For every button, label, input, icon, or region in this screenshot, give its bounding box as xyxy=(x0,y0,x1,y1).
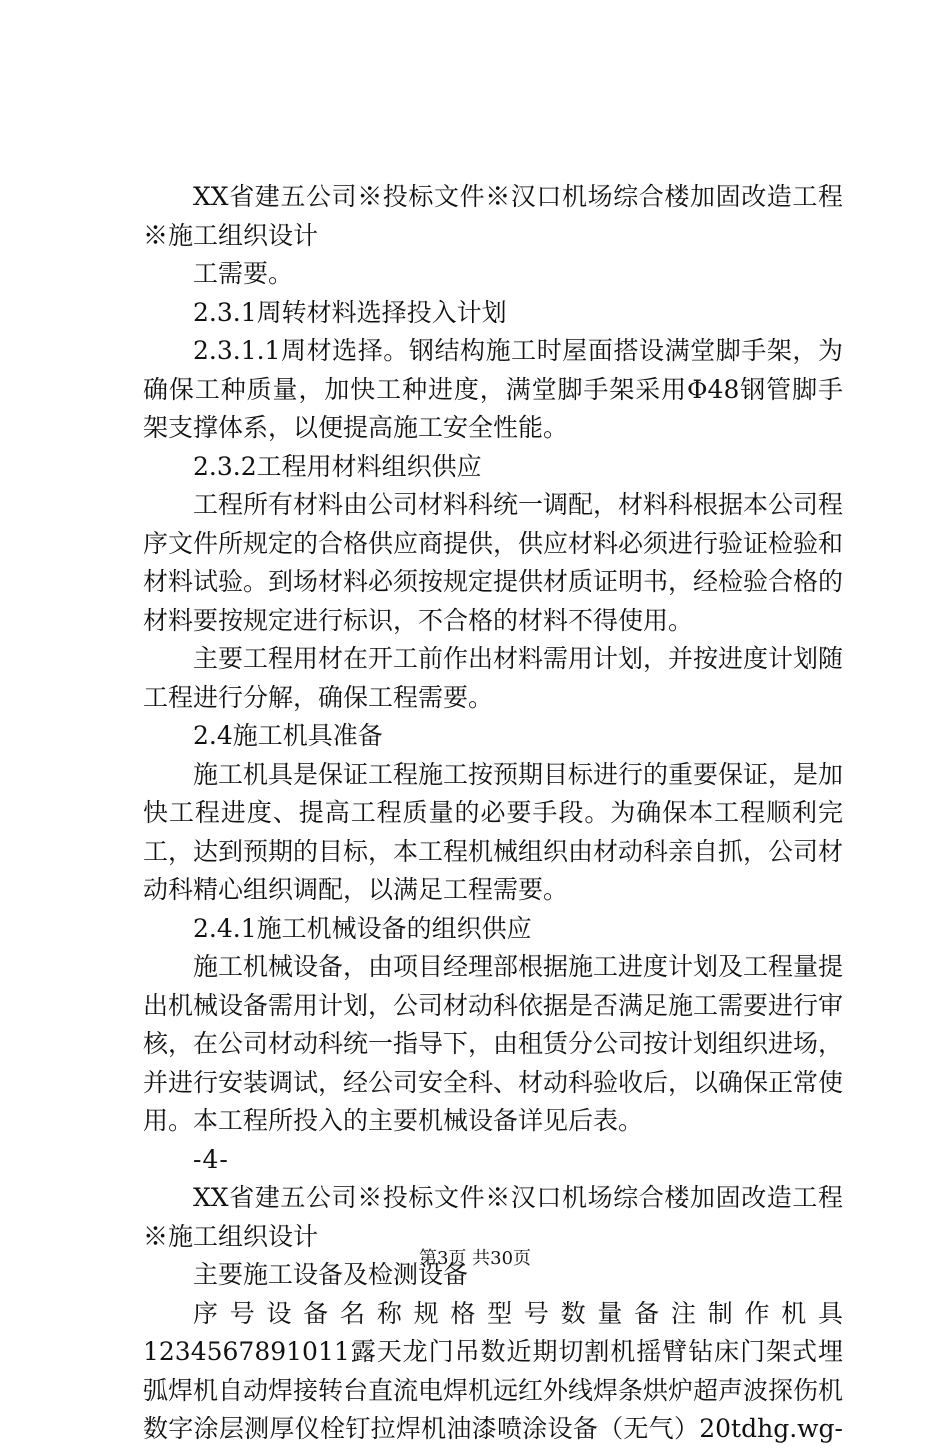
section-heading: 主要施工设备及检测设备 xyxy=(193,1260,469,1289)
paragraph: 施工机械设备，由项目经理部根据施工进度计划及工程量提出机械设备需用计划，公司材动科依据是否满足施工需要进行审核，在公司材动科统一指导下，由租赁分公司按计划组织进场，并进行安装调试，经公司安全科、材动科验收后，以确保正常使用。本工程所投入的主要机械设备详见后表。 xyxy=(143,952,844,1135)
inline-page-number: -4- xyxy=(193,1144,229,1174)
paragraph: 工需要。 xyxy=(193,259,294,288)
section-heading: 2.4施工机具准备 xyxy=(193,721,383,750)
equipment-table-text: 序号设备名称规格型号数量备注制作机具1234567891011露天龙门吊数近期切割机摇臂钻床门架式埋弧焊机自动焊接转台直流电焊机远红外线焊条烘炉超声波探伤机数字涂层测厚仪栓钉拉焊机油漆喷涂设备（无气）20tdhg.wg- xyxy=(143,1298,844,1443)
paragraph: 工程所有材料由公司材料科统一调配，材料科根据本公司程序文件所规定的合格供应商提供，供应材料必须进行验证检验和材料试验。到场材料必须按规定提供材质证明书，经检验合格的材料要按规定进行标识，不合格的材料不得使用。 xyxy=(143,490,844,635)
section-heading: 2.4.1施工机械设备的组织供应 xyxy=(193,913,532,943)
paragraph: 主要工程用材在开工前作出材料需用计划，并按进度计划随工程进行分解，确保工程需要。 xyxy=(143,644,844,712)
section-heading: 2.3.2工程用材料组织供应 xyxy=(193,451,482,481)
paragraph: 2.3.1.1周材选择。钢结构施工时屋面搭设满堂脚手架，为确保工种质量，加快工种进度，满堂脚手架采用Φ48钢管脚手架支撑体系，以便提高施工安全性能。 xyxy=(143,336,843,442)
paragraph: 施工机具是保证工程施工按预期目标进行的重要保证，是加快工程进度、提高工程质量的必要手段。为确保本工程顺利完工，达到预期的目标，本工程机械组织由材动科亲自抓，公司材动科精心组织调配，以满足工程需要。 xyxy=(143,759,844,904)
running-header: XX省建五公司※投标文件※汉口机场综合楼加固改造工程※施工组织设计 xyxy=(143,1183,843,1251)
section-heading: 2.3.1周转材料选择投入计划 xyxy=(193,297,507,327)
page-footer: 第3页 共30页 xyxy=(418,1248,532,1269)
running-header: XX省建五公司※投标文件※汉口机场综合楼加固改造工程※施工组织设计 xyxy=(143,182,843,250)
